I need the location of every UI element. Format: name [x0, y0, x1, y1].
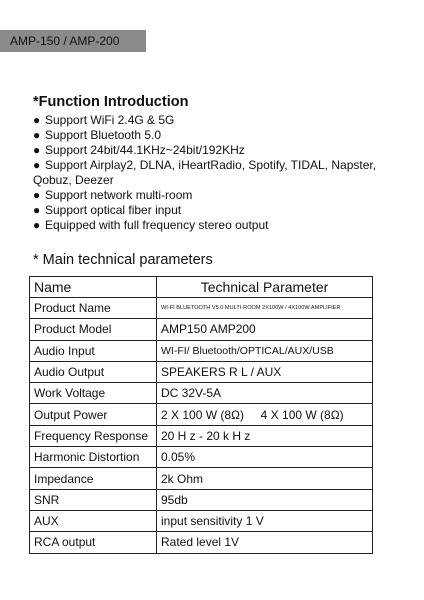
param-name: Audio Input	[30, 340, 157, 361]
function-list	[33, 113, 403, 233]
param-value: 2k Ohm	[157, 468, 373, 489]
function-item-text: Support Airplay2, DLNA, iHeartRadio, Spotify, TIDAL, Napster, Qobuz, Deezer	[33, 158, 377, 187]
table-row	[30, 510, 373, 531]
param-name: Work Voltage	[30, 383, 157, 404]
function-introduction	[33, 93, 403, 233]
param-name: Frequency Response	[30, 425, 157, 446]
function-item	[33, 218, 403, 233]
param-value: AMP150 AMP200	[157, 319, 373, 340]
table-row	[30, 468, 373, 489]
function-item	[33, 158, 403, 188]
table-row	[30, 489, 373, 510]
param-name: Audio Output	[30, 361, 157, 382]
technical-parameters-title: * Main technical parameters	[33, 252, 213, 268]
function-item-text: Support WiFi 2.4G & 5G	[45, 113, 175, 127]
table-header-row	[30, 277, 373, 298]
bullet-icon: ●	[33, 113, 41, 127]
model-label: AMP-150 / AMP-200	[10, 34, 120, 48]
function-item-text: Equipped with full frequency stereo output	[45, 218, 269, 232]
param-value: DC 32V-5A	[157, 383, 373, 404]
function-item-text: Support Bluetooth 5.0	[45, 128, 162, 142]
bullet-icon: ●	[33, 203, 41, 217]
function-item	[33, 143, 403, 158]
column-header-parameter: Technical Parameter	[157, 277, 373, 298]
param-name: Product Model	[30, 319, 157, 340]
model-header-band	[0, 30, 146, 52]
param-name: Harmonic Distortion	[30, 447, 157, 468]
technical-parameters-table	[29, 276, 373, 554]
function-item-text: Support 24bit/44.1KHz~24bit/192KHz	[45, 143, 245, 157]
table-row	[30, 298, 373, 319]
table-row	[30, 532, 373, 553]
param-name: SNR	[30, 489, 157, 510]
param-value: 95db	[157, 489, 373, 510]
bullet-icon: ●	[33, 158, 41, 172]
function-item-text: Support optical fiber input	[45, 203, 182, 217]
function-item	[33, 203, 403, 218]
param-name: Impedance	[30, 468, 157, 489]
param-value: SPEAKERS R L / AUX	[157, 361, 373, 382]
bullet-icon: ●	[33, 188, 41, 202]
param-name: AUX	[30, 510, 157, 531]
function-item-text: Support network multi-room	[45, 188, 193, 202]
param-name: Output Power	[30, 404, 157, 425]
bullet-icon: ●	[33, 143, 41, 157]
table-row	[30, 361, 373, 382]
param-value: 2 X 100 W (8Ω) 4 X 100 W (8Ω)	[157, 404, 373, 425]
param-value: WI-FI/ Bluetooth/OPTICAL/AUX/USB	[157, 340, 373, 361]
param-value: 20 H z - 20 k H z	[157, 425, 373, 446]
param-name: RCA output	[30, 532, 157, 553]
param-value: 0.05%	[157, 447, 373, 468]
table-row	[30, 425, 373, 446]
table-row	[30, 383, 373, 404]
table-row	[30, 447, 373, 468]
function-item	[33, 128, 403, 143]
function-item	[33, 188, 403, 203]
table-row	[30, 319, 373, 340]
param-value: Rated level 1V	[157, 532, 373, 553]
param-value: WI-FI BLUETOOTH V5.0 MULTI-ROOM 2X100W / 4X100W AMPLIFIER	[157, 298, 373, 319]
param-name: Product Name	[30, 298, 157, 319]
function-item	[33, 113, 403, 128]
bullet-icon: ●	[33, 128, 41, 142]
bullet-icon: ●	[33, 218, 41, 232]
table-row	[30, 404, 373, 425]
column-header-name: Name	[30, 277, 157, 298]
param-value: input sensitivity 1 V	[157, 510, 373, 531]
table-row	[30, 340, 373, 361]
function-intro-title: *Function Introduction	[33, 94, 189, 110]
